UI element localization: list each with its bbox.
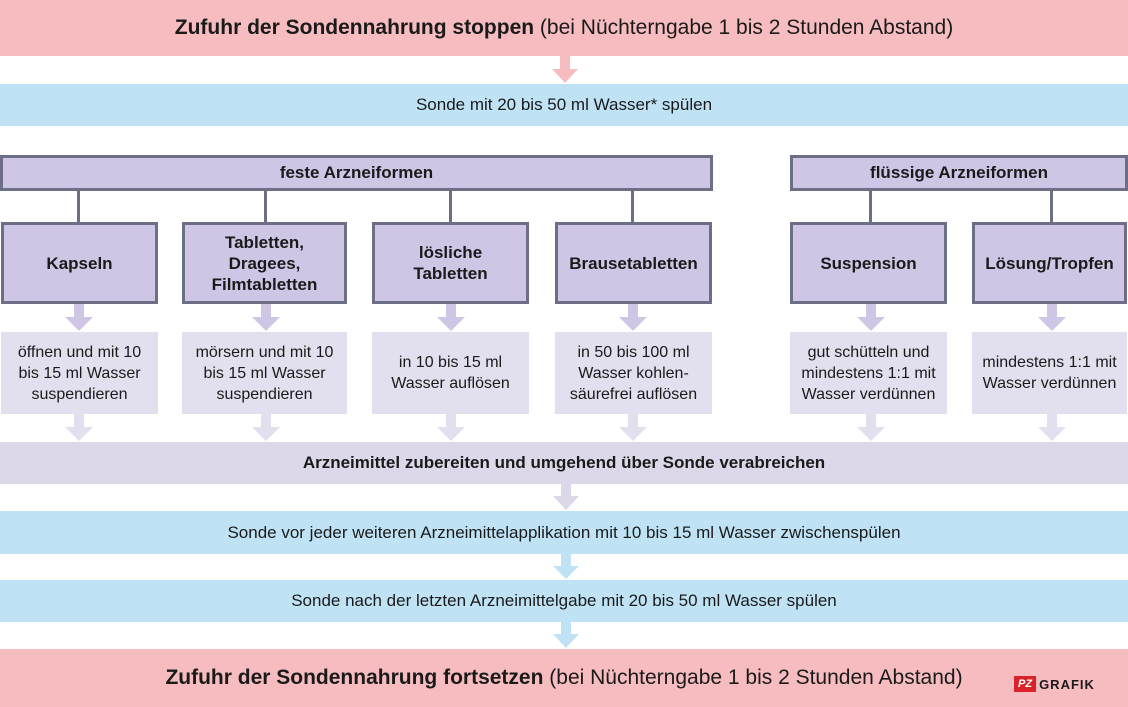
instruction-text: öffnen und mit 10 bis 15 ml Wasser suspendieren (17, 343, 142, 403)
instruction-brausetabletten (555, 332, 712, 414)
instruction-kapseln (1, 332, 158, 414)
connector-line (77, 191, 80, 222)
step-resume-feeding (0, 649, 1128, 707)
pz-grafik-logo (1014, 675, 1095, 693)
connector-line (869, 191, 872, 222)
category-solid (0, 155, 713, 191)
flow-arrow-icon (551, 56, 579, 84)
form-label: Brausetabletten (569, 253, 698, 273)
instruction-text: gut schütteln und mindestens 1:1 mit Wasser verdünnen (801, 343, 936, 403)
flow-arrow-icon (251, 304, 281, 332)
instruction-text: in 10 bis 15 ml Wasser auflösen (391, 354, 510, 392)
form-brausetabletten (555, 222, 712, 304)
flow-arrow-icon (251, 414, 281, 442)
form-tabletten (182, 222, 347, 304)
instruction-suspension (790, 332, 947, 414)
form-label: Lösung/Tropfen (985, 253, 1114, 273)
category-liquid (790, 155, 1128, 191)
step-stop-feeding (0, 0, 1128, 56)
step-resume-bold: Zufuhr der Sondennahrung fortsetzen (165, 666, 544, 689)
flow-arrow-icon (618, 304, 648, 332)
connector-line (631, 191, 634, 222)
flow-arrow-icon (64, 414, 94, 442)
form-label: Suspension (820, 253, 917, 273)
step-stop-bold: Zufuhr der Sondennahrung stoppen (174, 16, 535, 39)
flow-arrow-icon (856, 414, 886, 442)
step-prepare-administer (0, 442, 1128, 484)
step-rinse-between (0, 511, 1128, 554)
instruction-text: mörsern und mit 10 bis 15 ml Wasser suspendieren (195, 343, 334, 403)
form-label: Tabletten, Dragees, Filmtabletten (211, 232, 318, 294)
connector-line (1050, 191, 1053, 222)
form-label: Kapseln (46, 253, 113, 273)
step-rinse-after (0, 580, 1128, 622)
flow-arrow-icon (552, 484, 580, 511)
logo-text: GRAFIK (1039, 676, 1095, 692)
connector-line (449, 191, 452, 222)
logo-mark: PZ (1014, 676, 1036, 692)
instruction-loesung-tropfen (972, 332, 1127, 414)
step-stop-note: (bei Nüchterngabe 1 bis 2 Stunden Abstand) (534, 16, 954, 39)
instruction-tabletten (182, 332, 347, 414)
flow-arrow-icon (1037, 414, 1067, 442)
step-rinse-after-label: Sonde nach der letzten Arzneimittelgabe mit 20 bis 50 ml Wasser spülen (291, 591, 837, 610)
step-resume-note: (bei Nüchterngabe 1 bis 2 Stunden Abstand) (543, 666, 963, 689)
flow-arrow-icon (436, 414, 466, 442)
instruction-text: in 50 bis 100 ml Wasser kohlen-säurefrei auflösen (569, 343, 698, 403)
flow-arrow-icon (436, 304, 466, 332)
flow-arrow-icon (64, 304, 94, 332)
form-loesung-tropfen (972, 222, 1127, 304)
flow-arrow-icon (552, 554, 580, 580)
instruction-text: mindestens 1:1 mit Wasser verdünnen (982, 354, 1117, 392)
connector-line (264, 191, 267, 222)
form-label: lösliche Tabletten (413, 243, 488, 283)
flow-arrow-icon (618, 414, 648, 442)
form-suspension (790, 222, 947, 304)
flow-arrow-icon (1037, 304, 1067, 332)
category-liquid-label: flüssige Arzneiformen (870, 163, 1048, 182)
form-kapseln (1, 222, 158, 304)
step-rinse-before-label: Sonde mit 20 bis 50 ml Wasser* spülen (415, 95, 713, 114)
flow-arrow-icon (856, 304, 886, 332)
step-rinse-between-label: Sonde vor jeder weiteren Arzneimittelapplikation mit 10 bis 15 ml Wasser zwischenspülen (227, 522, 901, 542)
category-solid-label: feste Arzneiformen (279, 163, 434, 182)
step-rinse-before (0, 84, 1128, 126)
form-loesliche-tabletten (372, 222, 529, 304)
flow-arrow-icon (552, 622, 580, 649)
instruction-loesliche-tabletten (372, 332, 529, 414)
step-prepare-label: Arzneimittel zubereiten und umgehend über Sonde verabreichen (302, 453, 826, 472)
